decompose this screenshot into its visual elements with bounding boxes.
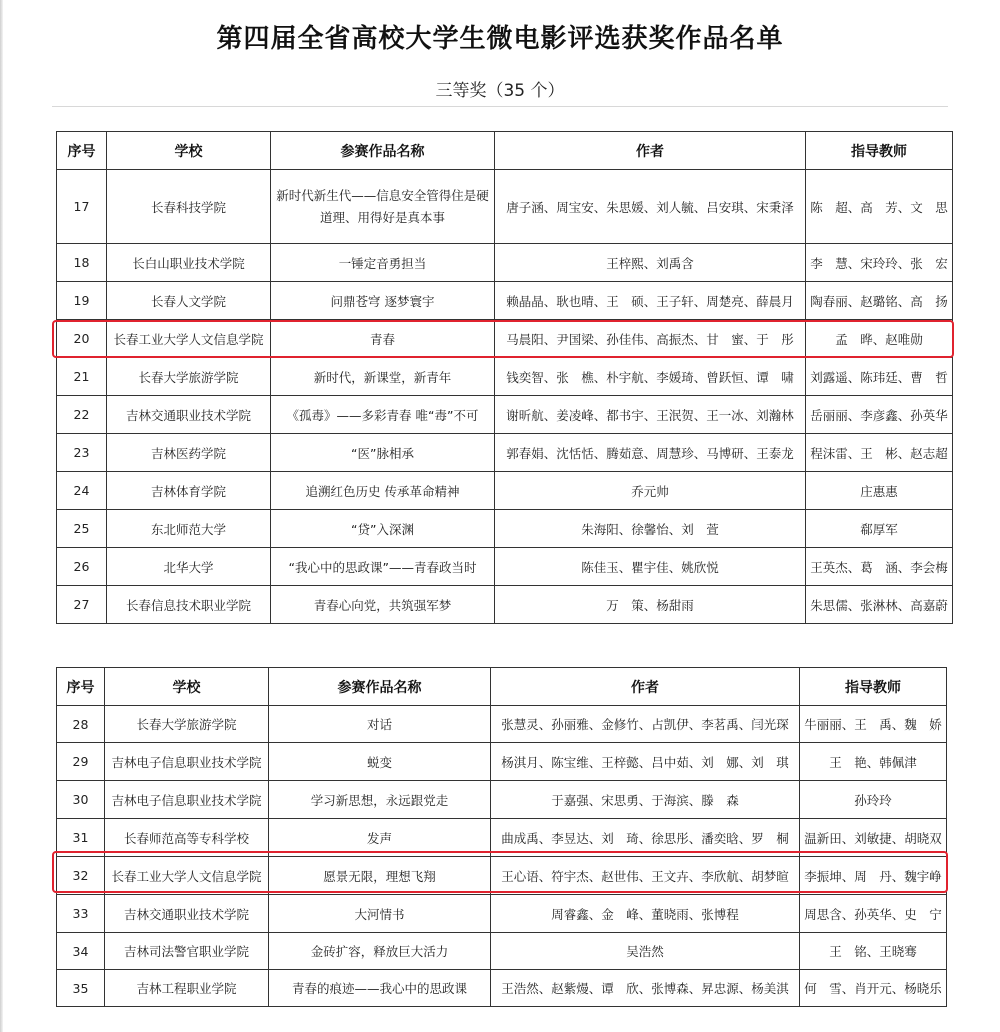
row-work-title: 青春 <box>271 320 495 358</box>
row-advisors: 牛丽丽、王 禹、魏 娇 <box>800 706 947 743</box>
row-school: 吉林电子信息职业技术学院 <box>105 743 269 781</box>
table-row <box>57 895 947 933</box>
row-work-title: 金砖扩容，释放巨大活力 <box>269 933 491 970</box>
awards-table-1 <box>56 131 953 624</box>
row-authors: 王梓熙、刘禹含 <box>495 244 806 282</box>
row-advisors: 李 慧、宋玲玲、张 宏 <box>806 244 953 282</box>
row-work-title: 新时代新生代——信息安全管得住是硬道理、用得好是真本事 <box>271 170 495 244</box>
row-advisors: 陈 超、高 芳、文 思 <box>806 170 953 244</box>
row-advisors: 岳丽丽、李彦鑫、孙英华 <box>806 396 953 434</box>
table-row <box>57 358 953 396</box>
row-number: 34 <box>57 933 105 970</box>
awards-table-2 <box>56 667 947 1007</box>
table-row <box>57 586 953 624</box>
row-number: 21 <box>57 358 107 396</box>
row-advisors: 孟 晔、赵唯勋 <box>806 320 953 358</box>
table-header-row <box>57 132 953 170</box>
row-number: 20 <box>57 320 107 358</box>
row-work-title: 新时代，新课堂，新青年 <box>271 358 495 396</box>
row-advisors: 刘露遥、陈玮廷、曹 哲 <box>806 358 953 396</box>
row-advisors: 庄惠惠 <box>806 472 953 510</box>
row-work-title: 《孤毒》——多彩青春 唯“毒”不可 <box>271 396 495 434</box>
row-number: 23 <box>57 434 107 472</box>
row-authors: 于嘉强、宋思勇、于海滨、滕 森 <box>491 781 800 819</box>
row-work-title: “贷”入深渊 <box>271 510 495 548</box>
row-school: 长春科技学院 <box>107 170 271 244</box>
row-authors: 万 策、杨甜雨 <box>495 586 806 624</box>
table-row <box>57 819 947 857</box>
header-number: 序号 <box>57 668 105 706</box>
row-authors: 王浩然、赵紫熳、谭 欣、张博森、昇忠源、杨美淇 <box>491 970 800 1007</box>
row-work-title: 青春的痕迹——我心中的思政课 <box>269 970 491 1007</box>
row-number: 27 <box>57 586 107 624</box>
row-advisors: 陶春丽、赵璐铭、高 扬 <box>806 282 953 320</box>
row-work-title: 一锤定音勇担当 <box>271 244 495 282</box>
row-school: 吉林电子信息职业技术学院 <box>105 781 269 819</box>
table-row <box>57 970 947 1007</box>
row-school: 吉林交通职业技术学院 <box>107 396 271 434</box>
row-work-title: 问鼎苍穹 逐梦寰宇 <box>271 282 495 320</box>
row-number: 30 <box>57 781 105 819</box>
row-school: 长春大学旅游学院 <box>107 358 271 396</box>
row-advisors: 王 艳、韩佩津 <box>800 743 947 781</box>
page-edge-shadow <box>0 0 3 1032</box>
table-row <box>57 548 953 586</box>
row-school: 吉林体育学院 <box>107 472 271 510</box>
header-authors: 作者 <box>491 668 800 706</box>
row-work-title: 大河情书 <box>269 895 491 933</box>
header-school: 学校 <box>107 132 271 170</box>
row-number: 18 <box>57 244 107 282</box>
row-number: 19 <box>57 282 107 320</box>
row-school: 吉林工程职业学院 <box>105 970 269 1007</box>
row-authors: 朱海阳、徐馨怡、刘 萱 <box>495 510 806 548</box>
row-advisors: 朱思儒、张淋林、高嘉蔚 <box>806 586 953 624</box>
row-authors: 吴浩然 <box>491 933 800 970</box>
page-title: 第四届全省高校大学生微电影评选获奖作品名单 <box>216 24 784 54</box>
row-advisors: 孙玲玲 <box>800 781 947 819</box>
row-school: 长白山职业技术学院 <box>107 244 271 282</box>
row-school: 长春信息技术职业学院 <box>107 586 271 624</box>
row-advisors: 王 铭、王晓骞 <box>800 933 947 970</box>
table-row <box>57 282 953 320</box>
row-advisors: 李振坤、周 丹、魏宇峥 <box>800 857 947 895</box>
row-work-title: 学习新思想，永远跟党走 <box>269 781 491 819</box>
row-advisors: 郗厚军 <box>806 510 953 548</box>
award-level-subtitle: 三等奖（35 个） <box>435 81 565 101</box>
row-authors: 钱奕智、张 樵、朴宇航、李媛琦、曾跃恒、谭 啸 <box>495 358 806 396</box>
table-header-row <box>57 668 947 706</box>
row-school: 长春工业大学人文信息学院 <box>107 320 271 358</box>
table-row <box>57 781 947 819</box>
row-advisors: 温新田、刘敏捷、胡晓双 <box>800 819 947 857</box>
table-row <box>57 743 947 781</box>
row-authors: 乔元帅 <box>495 472 806 510</box>
header-school: 学校 <box>105 668 269 706</box>
row-work-title: 青春心向党，共筑强军梦 <box>271 586 495 624</box>
row-authors: 杨淇月、陈宝维、王梓懿、吕中茹、刘 娜、刘 琪 <box>491 743 800 781</box>
table-row <box>57 434 953 472</box>
row-work-title: 对话 <box>269 706 491 743</box>
row-number: 28 <box>57 706 105 743</box>
row-number: 35 <box>57 970 105 1007</box>
row-school: 长春人文学院 <box>107 282 271 320</box>
row-work-title: 追溯红色历史 传承革命精神 <box>271 472 495 510</box>
row-advisors: 何 雪、肖开元、杨晓乐 <box>800 970 947 1007</box>
row-authors: 唐子涵、周宝安、朱思媛、刘人毓、吕安琪、宋秉泽 <box>495 170 806 244</box>
row-advisors: 周思含、孙英华、史 宁 <box>800 895 947 933</box>
row-work-title: “我心中的思政课”——青春政当时 <box>271 548 495 586</box>
row-school: 长春工业大学人文信息学院 <box>105 857 269 895</box>
table-row <box>57 857 947 895</box>
row-number: 29 <box>57 743 105 781</box>
row-school: 吉林医药学院 <box>107 434 271 472</box>
row-number: 25 <box>57 510 107 548</box>
row-authors: 王心语、符宇杰、赵世伟、王文卉、李欣航、胡梦暄 <box>491 857 800 895</box>
row-school: 长春师范高等专科学校 <box>105 819 269 857</box>
table-row <box>57 472 953 510</box>
row-number: 17 <box>57 170 107 244</box>
row-work-title: 愿景无限，理想飞翔 <box>269 857 491 895</box>
title-divider <box>52 106 948 107</box>
row-number: 26 <box>57 548 107 586</box>
table-row <box>57 320 953 358</box>
row-authors: 曲成禹、李昱达、刘 琦、徐思彤、潘奕晗、罗 桐 <box>491 819 800 857</box>
row-school: 吉林司法警官职业学院 <box>105 933 269 970</box>
row-authors: 谢昕航、姜凌峰、都书宇、王泯贺、王一冰、刘瀚林 <box>495 396 806 434</box>
row-authors: 赖晶晶、耿也晴、王 硕、王子轩、周楚亮、薛晨月 <box>495 282 806 320</box>
row-school: 吉林交通职业技术学院 <box>105 895 269 933</box>
row-work-title: 蜕变 <box>269 743 491 781</box>
header-authors: 作者 <box>495 132 806 170</box>
row-advisors: 王英杰、葛 涵、李会梅 <box>806 548 953 586</box>
row-school: 北华大学 <box>107 548 271 586</box>
row-number: 32 <box>57 857 105 895</box>
row-school: 长春大学旅游学院 <box>105 706 269 743</box>
row-authors: 周睿鑫、金 峰、董晓雨、张博程 <box>491 895 800 933</box>
header-advisors: 指导教师 <box>800 668 947 706</box>
row-advisors: 程沫雷、王 彬、赵志超 <box>806 434 953 472</box>
table-row <box>57 706 947 743</box>
header-work-title: 参赛作品名称 <box>271 132 495 170</box>
table-row <box>57 396 953 434</box>
table-row <box>57 244 953 282</box>
row-authors: 马晨阳、尹国梁、孙佳伟、高振杰、甘 蜜、于 彤 <box>495 320 806 358</box>
row-authors: 张慧灵、孙丽雅、金修竹、占凯伊、李茗禹、闫光琛 <box>491 706 800 743</box>
row-work-title: 发声 <box>269 819 491 857</box>
header-work-title: 参赛作品名称 <box>269 668 491 706</box>
row-authors: 郭春娟、沈恬恬、腾茹意、周慧珍、马博研、王泰龙 <box>495 434 806 472</box>
row-number: 31 <box>57 819 105 857</box>
row-authors: 陈佳玉、瞿宇佳、姚欣悦 <box>495 548 806 586</box>
row-work-title: “医”脉相承 <box>271 434 495 472</box>
table-row <box>57 933 947 970</box>
header-advisors: 指导教师 <box>806 132 953 170</box>
table-row <box>57 510 953 548</box>
header-number: 序号 <box>57 132 107 170</box>
row-number: 24 <box>57 472 107 510</box>
row-school: 东北师范大学 <box>107 510 271 548</box>
row-number: 33 <box>57 895 105 933</box>
table-row <box>57 170 953 244</box>
row-number: 22 <box>57 396 107 434</box>
